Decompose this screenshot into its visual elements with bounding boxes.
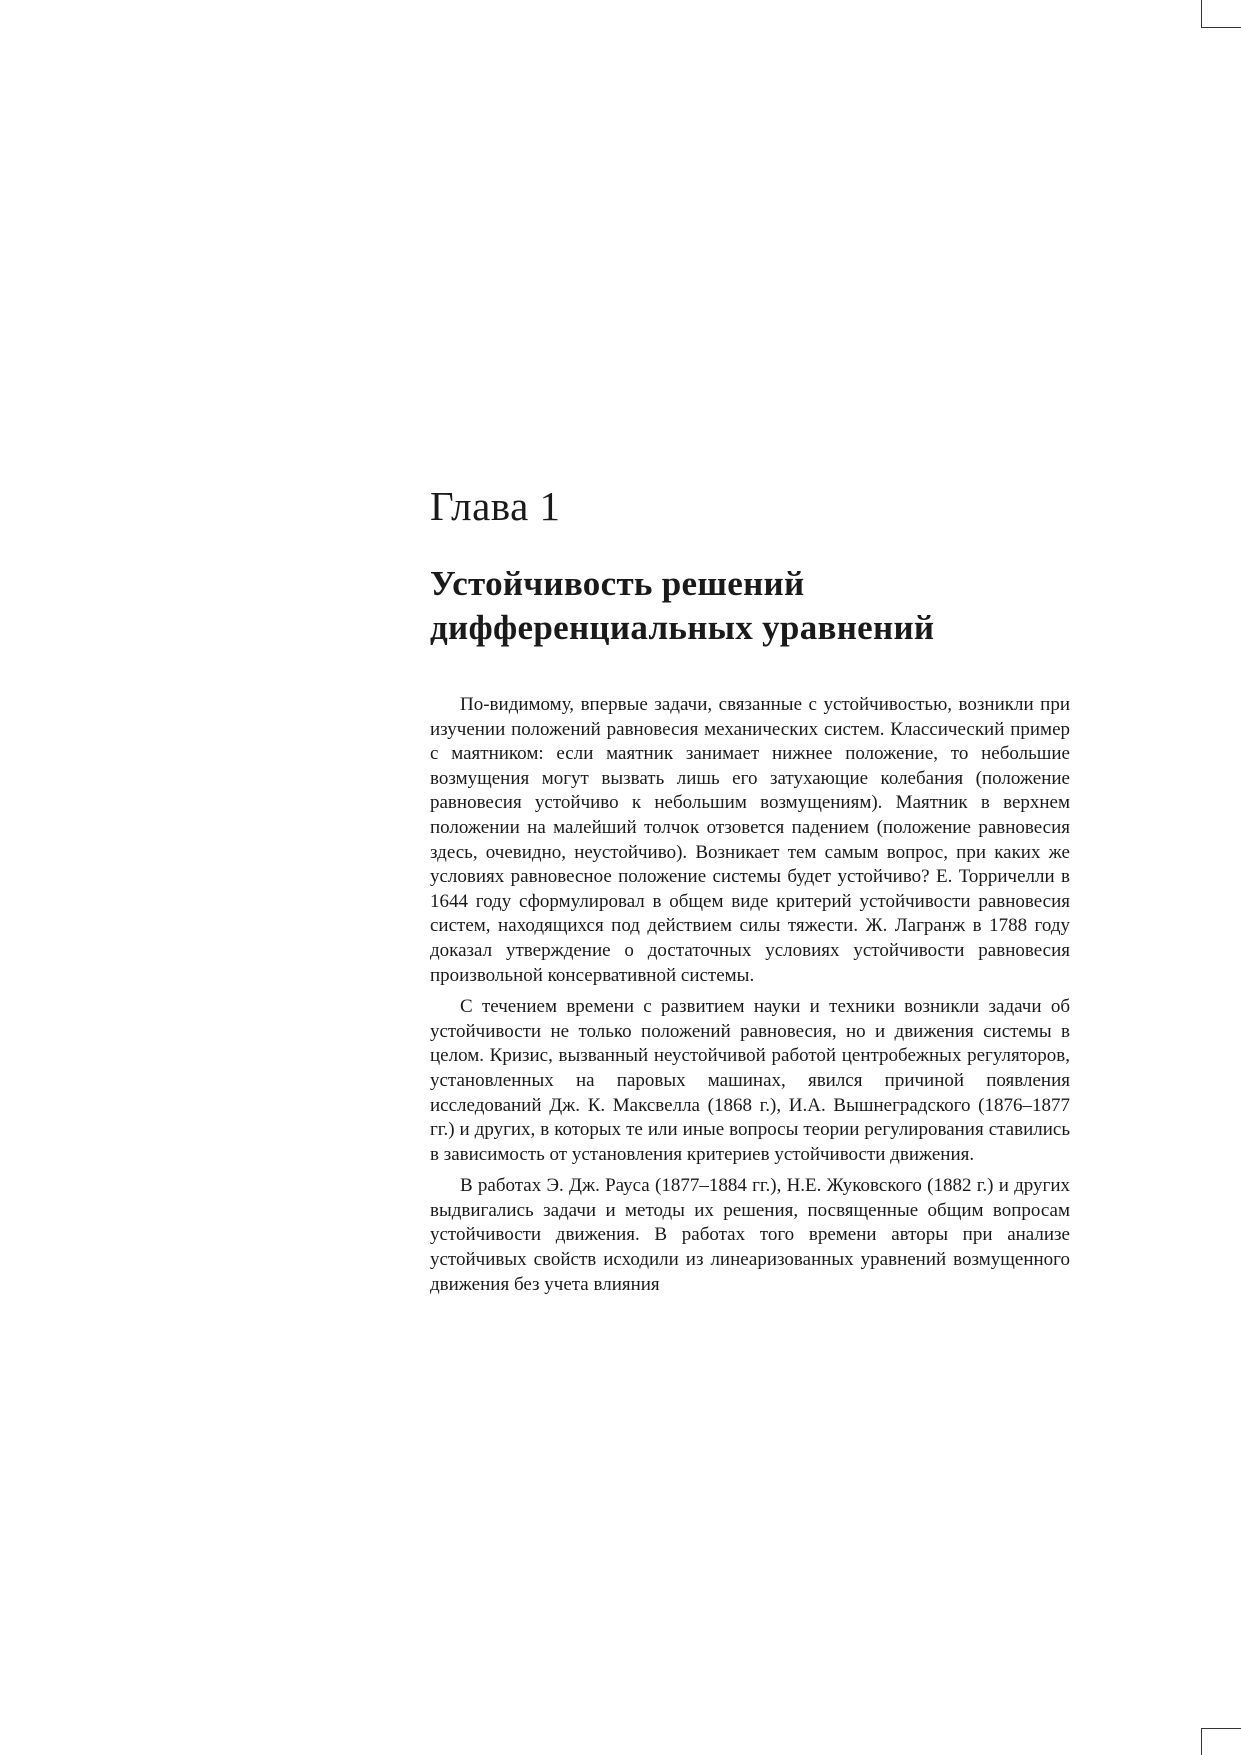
chapter-title — [430, 562, 1130, 650]
chapter-title-line-2: дифференциальных уравнений — [430, 608, 935, 647]
crop-mark-top-horizontal — [1201, 27, 1241, 28]
body-text — [430, 693, 1070, 1304]
crop-mark-bottom-horizontal — [1201, 1728, 1241, 1729]
paragraph-1: По-видимому, впервые задачи, связанные с устойчивостью, возникли при изучении положений равновесия механических систем. Классический пример с маятником: если маятник занимает нижнее положение, то небольшие возмущения могут вызвать лишь его затухающие колебания (положение равновесия устойчиво к небольшим возмущениям). Маятник в верхнем положении на малейший толчок отзовется падением (положение равновесия здесь, очевидно, неустойчиво). Возникает тем самым вопрос, при каких же условиях равновесное положение системы будет устойчиво? Е. Торричелли в 1644 году сформулировал в общем виде критерий устойчивости равновесия систем, находящихся под действием силы тяжести. Ж. Лагранж в 1788 году доказал утверждение о достаточных условиях устойчивости равновесия произвольной консервативной системы. — [430, 694, 1070, 986]
paragraph-2: С течением времени с развитием науки и техники возникли задачи об устойчивости не только положений равновесия, но и движения системы в целом. Кризис, вызванный неустойчивой работой центробежных регуляторов, установленных на паровых машинах, явился причиной появления исследований Дж. К. Максвелла (1868 г.), И.А. Вышнеградского (1876–1877 гг.) и других, в которых те или иные вопросы теории регулирования ставились в зависимость от установления критериев устойчивости движения. — [430, 996, 1070, 1165]
paragraph-3: В работах Э. Дж. Рауса (1877–1884 гг.), Н.Е. Жуковского (1882 г.) и других выдвигались задачи и методы их решения, посвященные общим вопросам устойчивости движения. В работах того времени авторы при анализе устойчивых свойств исходили из линеаризованных уравнений возмущенного движения без учета влияния — [430, 1175, 1070, 1295]
chapter-title-line-1: Устойчивость решений — [430, 564, 805, 603]
crop-mark-bottom-vertical — [1201, 1728, 1202, 1755]
crop-mark-top-vertical — [1201, 0, 1202, 28]
chapter-label: Глава 1 — [430, 483, 561, 529]
